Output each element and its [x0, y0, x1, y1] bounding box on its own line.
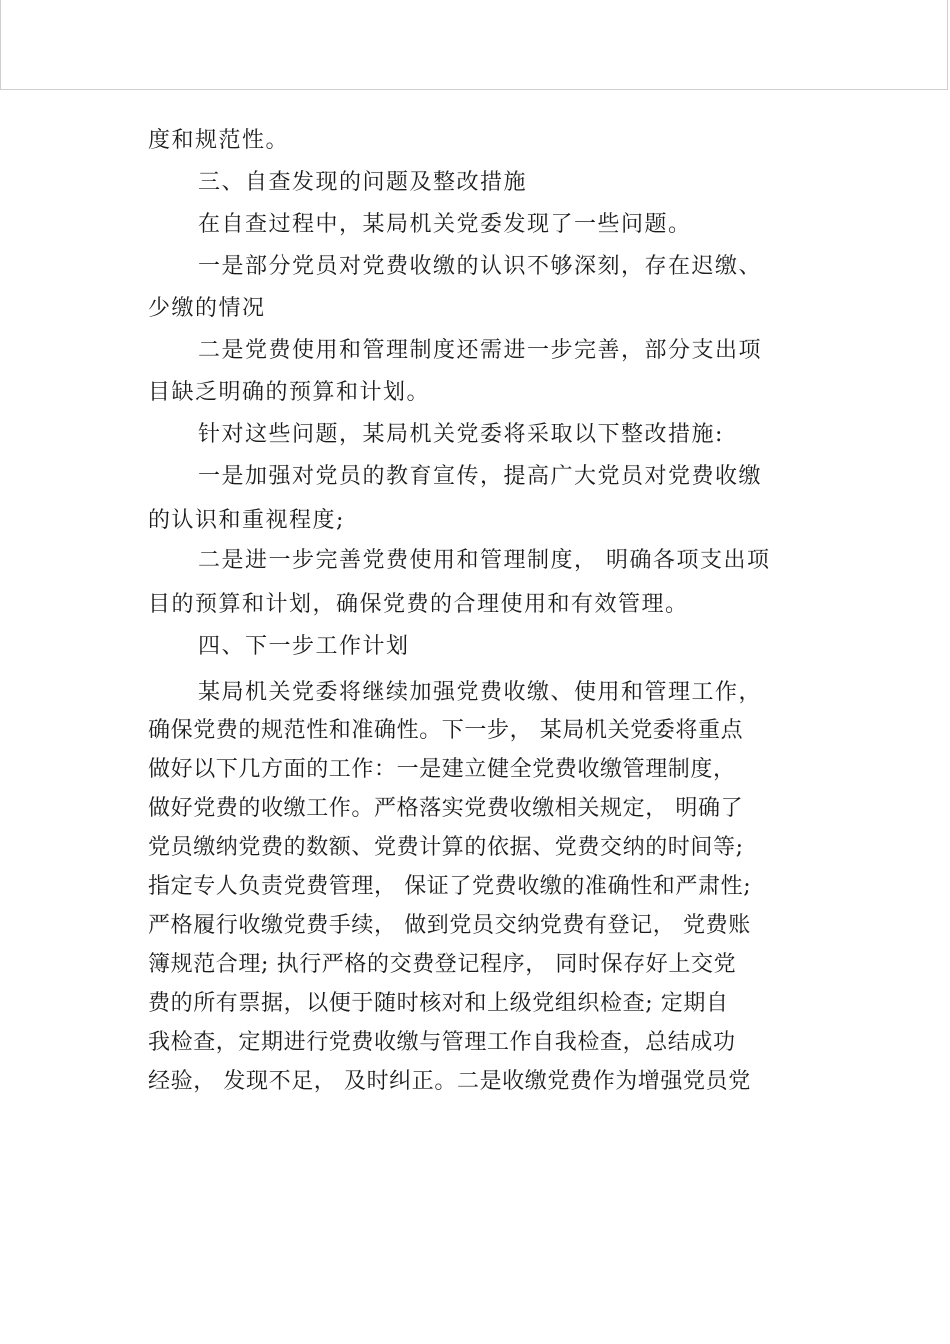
section-heading: 四、下一步工作计划 — [198, 634, 410, 659]
text-line: 做好以下几方面的工作：一是建立健全党费收缴管理制度， — [148, 757, 736, 782]
text-line: 目的预算和计划，确保党费的合理使用和有效管理。 — [148, 592, 689, 617]
text-line: 簿规范合理; 执行严格的交费登记程序， 同时保存好上交党 — [148, 952, 737, 977]
text-line: 确保党费的规范性和准确性。下一步， 某局机关党委将重点 — [148, 718, 744, 743]
text-line: 严格履行收缴党费手续， 做到党员交纳党费有登记， 党费账 — [148, 913, 751, 938]
text-line: 党员缴纳党费的数额、党费计算的依据、党费交纳的时间等; — [148, 835, 744, 860]
section-heading: 三、自查发现的问题及整改措施 — [198, 170, 528, 195]
text-line: 针对这些问题，某局机关党委将采取以下整改措施: — [198, 422, 724, 447]
text-line: 费的所有票据，以便于随时核对和上级党组织检查; 定期自 — [148, 991, 729, 1016]
text-line: 某局机关党委将继续加强党费收缴、使用和管理工作， — [198, 680, 763, 705]
text-line: 一是加强对党员的教育宣传，提高广大党员对党费收缴 — [198, 464, 763, 489]
text-line: 的认识和重视程度; — [148, 508, 345, 533]
text-line: 一是部分党员对党费收缴的认识不够深刻，存在迟缴、 — [198, 254, 763, 279]
text-line: 我检查，定期进行党费收缴与管理工作自我检查，总结成功 — [148, 1030, 736, 1055]
text-line: 目缺乏明确的预算和计划。 — [148, 380, 431, 405]
text-line: 二是进一步完善党费使用和管理制度， 明确各项支出项 — [198, 548, 771, 573]
text-line: 在自查过程中，某局机关党委发现了一些问题。 — [198, 212, 692, 237]
text-line: 度和规范性。 — [148, 128, 290, 153]
text-line: 二是党费使用和管理制度还需进一步完善，部分支出项 — [198, 338, 763, 363]
text-line: 少缴的情况 — [148, 296, 266, 321]
text-line: 经验， 发现不足， 及时纠正。二是收缴党费作为增强党员党 — [148, 1069, 751, 1094]
text-line: 做好党费的收缴工作。严格落实党费收缴相关规定， 明确了 — [148, 796, 744, 821]
text-line: 指定专人负责党费管理， 保证了党费收缴的准确性和严肃性; — [148, 874, 752, 899]
